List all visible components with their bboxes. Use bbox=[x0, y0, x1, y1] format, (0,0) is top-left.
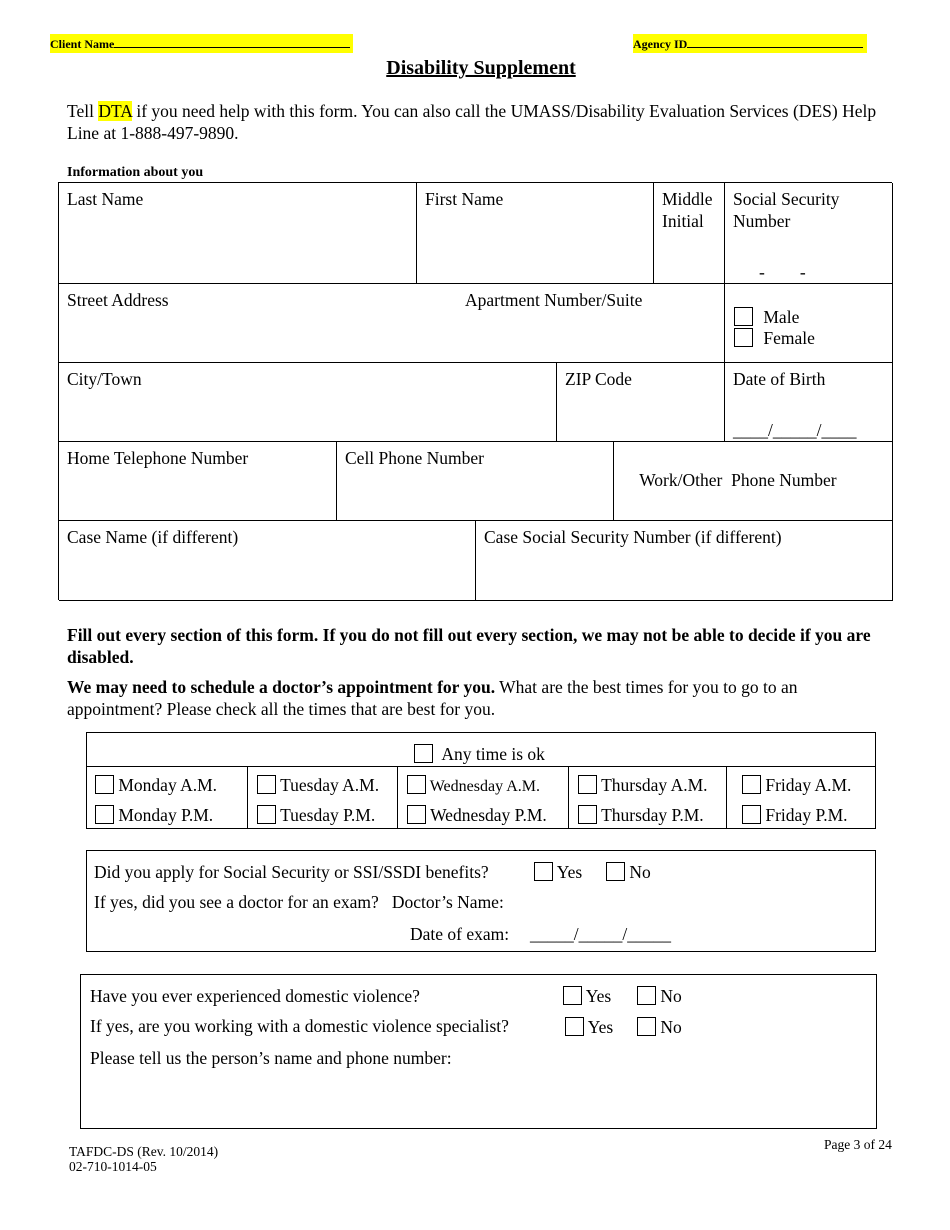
intro-pre: Tell bbox=[67, 101, 99, 121]
benefits-no-option[interactable] bbox=[606, 861, 651, 883]
availability-col-sep-3 bbox=[568, 766, 569, 829]
street-address-cell[interactable] bbox=[59, 284, 725, 363]
thursday-pm-label: Thursday P.M. bbox=[601, 805, 704, 825]
friday-am-label: Friday A.M. bbox=[765, 775, 852, 795]
zip-cell[interactable] bbox=[557, 363, 725, 442]
dv-q2-no-label: No bbox=[660, 1017, 682, 1037]
page-number: Page 3 of 24 bbox=[824, 1137, 892, 1152]
doctor-question: If yes, did you see a doctor for an exam? Doctor’s Name: bbox=[94, 892, 504, 912]
dv-q1-yes-checkbox[interactable] bbox=[563, 986, 582, 1005]
tuesday-am-label: Tuesday A.M. bbox=[280, 775, 380, 795]
appointment-rest: What are the best times for you to go to an appointment? Please check all the times that are best for you. bbox=[67, 677, 798, 719]
info-section-label: Information about you bbox=[67, 165, 204, 180]
street-address-label: Street Address bbox=[67, 290, 169, 310]
tuesday-am-option[interactable] bbox=[257, 774, 379, 796]
friday-am-checkbox[interactable] bbox=[742, 775, 761, 794]
availability-divider bbox=[87, 766, 875, 767]
any-time-option[interactable] bbox=[414, 743, 545, 765]
thursday-am-label: Thursday A.M. bbox=[601, 775, 708, 795]
wednesday-am-option[interactable] bbox=[407, 775, 540, 798]
last-name-cell[interactable] bbox=[59, 183, 417, 284]
wednesday-am-checkbox[interactable] bbox=[407, 775, 426, 794]
form-id: TAFDC-DS (Rev. 10/2014) bbox=[69, 1144, 219, 1159]
fill-out-instruction: Fill out every section of this form. If you do not fill out every section, we may not be able to decide if you are disabled. bbox=[67, 625, 871, 667]
intro-post: if you need help with this form. You can also call the UMASS/Disability Evaluation Services (DES) Help Line at 1-888-497-9890. bbox=[67, 101, 877, 143]
case-name-cell[interactable] bbox=[59, 521, 476, 601]
thursday-pm-option[interactable] bbox=[578, 804, 704, 826]
female-checkbox[interactable] bbox=[734, 328, 753, 347]
benefits-yes-option[interactable] bbox=[534, 861, 582, 883]
wednesday-am-label: Wednesday A.M. bbox=[429, 778, 540, 795]
work-phone-cell[interactable] bbox=[614, 442, 893, 521]
case-ssn-cell[interactable] bbox=[476, 521, 893, 601]
benefits-no-label: No bbox=[629, 862, 651, 882]
first-name-label: First Name bbox=[425, 189, 504, 209]
cell-phone-cell[interactable] bbox=[337, 442, 614, 521]
benefits-box bbox=[86, 850, 876, 952]
page-title: Disability Supplement bbox=[386, 57, 576, 79]
home-phone-cell[interactable] bbox=[59, 442, 337, 521]
friday-pm-label: Friday P.M. bbox=[765, 805, 848, 825]
client-name-line bbox=[114, 34, 350, 48]
thursday-am-checkbox[interactable] bbox=[578, 775, 597, 794]
monday-pm-option[interactable] bbox=[95, 804, 213, 826]
dv-q2-yes-option[interactable] bbox=[565, 1016, 613, 1038]
dta-highlight: DTA bbox=[98, 101, 132, 121]
exam-date-format[interactable]: _____/_____/_____ bbox=[530, 924, 671, 944]
dv-q1-yes-label: Yes bbox=[585, 986, 612, 1006]
dv-q1-no-checkbox[interactable] bbox=[637, 986, 656, 1005]
first-name-cell[interactable] bbox=[417, 183, 654, 284]
dv-question-3: Please tell us the person’s name and phone number: bbox=[90, 1048, 452, 1068]
agency-id-line bbox=[687, 34, 863, 48]
ssn-cell[interactable] bbox=[725, 183, 893, 284]
exam-date-label: Date of exam: bbox=[410, 924, 510, 944]
dv-q1-yes-option[interactable] bbox=[563, 985, 611, 1007]
availability-col-sep-2 bbox=[397, 766, 398, 829]
thursday-pm-checkbox[interactable] bbox=[578, 805, 597, 824]
benefits-question: Did you apply for Social Security or SSI/SSDI benefits? bbox=[94, 862, 489, 882]
any-time-label: Any time is ok bbox=[441, 744, 545, 764]
appointment-instruction bbox=[67, 676, 897, 720]
friday-am-option[interactable] bbox=[742, 774, 851, 796]
dob-cell[interactable] bbox=[725, 363, 893, 442]
client-name-field[interactable] bbox=[50, 34, 353, 53]
monday-am-checkbox[interactable] bbox=[95, 775, 114, 794]
female-label: Female bbox=[763, 328, 815, 348]
intro-text bbox=[67, 100, 887, 144]
ssn-label: Social Security Number bbox=[733, 189, 840, 231]
sex-cell bbox=[725, 284, 893, 363]
ssn-format: - - bbox=[759, 262, 806, 282]
dob-format: ____/_____/____ bbox=[733, 420, 857, 440]
tuesday-pm-option[interactable] bbox=[257, 804, 375, 826]
availability-col-sep-1 bbox=[247, 766, 248, 829]
city-cell[interactable] bbox=[59, 363, 557, 442]
client-name-label: Client Name bbox=[50, 37, 115, 51]
city-label: City/Town bbox=[67, 369, 142, 389]
male-option[interactable] bbox=[734, 306, 799, 328]
male-checkbox[interactable] bbox=[734, 307, 753, 326]
agency-id-field[interactable] bbox=[633, 34, 867, 53]
work-phone-label: Work/Other Phone Number bbox=[639, 470, 837, 490]
dv-q2-yes-label: Yes bbox=[587, 1017, 614, 1037]
dob-label: Date of Birth bbox=[733, 369, 826, 389]
friday-pm-option[interactable] bbox=[742, 804, 848, 826]
form-code: 02-710-1014-05 bbox=[69, 1159, 157, 1174]
cell-phone-label: Cell Phone Number bbox=[345, 448, 485, 468]
wednesday-pm-label: Wednesday P.M. bbox=[430, 805, 547, 825]
monday-am-option[interactable] bbox=[95, 774, 217, 796]
wednesday-pm-checkbox[interactable] bbox=[407, 805, 426, 824]
case-name-label: Case Name (if different) bbox=[67, 527, 239, 547]
benefits-yes-label: Yes bbox=[556, 862, 583, 882]
appointment-bold: We may need to schedule a doctor’s appointment for you. bbox=[67, 677, 496, 697]
middle-initial-cell[interactable] bbox=[654, 183, 725, 284]
home-phone-label: Home Telephone Number bbox=[67, 448, 249, 468]
female-option[interactable] bbox=[734, 327, 815, 349]
any-time-checkbox[interactable] bbox=[414, 744, 433, 763]
thursday-am-option[interactable] bbox=[578, 774, 708, 796]
agency-id-label: Agency ID bbox=[633, 37, 688, 51]
apartment-label: Apartment Number/Suite bbox=[465, 290, 643, 310]
benefits-no-checkbox[interactable] bbox=[606, 862, 625, 881]
availability-col-sep-4 bbox=[726, 766, 727, 829]
zip-label: ZIP Code bbox=[565, 369, 632, 389]
dv-q1-no-option[interactable] bbox=[637, 985, 682, 1007]
info-grid bbox=[58, 182, 892, 600]
tuesday-pm-label: Tuesday P.M. bbox=[280, 805, 376, 825]
middle-initial-label: Middle Initial bbox=[662, 189, 713, 231]
dv-question-1: Have you ever experienced domestic violence? bbox=[90, 986, 420, 1006]
friday-pm-checkbox[interactable] bbox=[742, 805, 761, 824]
dv-q2-no-checkbox[interactable] bbox=[637, 1017, 656, 1036]
domestic-violence-box bbox=[80, 974, 877, 1129]
dv-q2-no-option[interactable] bbox=[637, 1016, 682, 1038]
dv-question-2: If yes, are you working with a domestic violence specialist? bbox=[90, 1016, 509, 1036]
case-ssn-label: Case Social Security Number (if different) bbox=[484, 527, 782, 547]
benefits-yes-checkbox[interactable] bbox=[534, 862, 553, 881]
dv-q2-yes-checkbox[interactable] bbox=[565, 1017, 584, 1036]
tuesday-am-checkbox[interactable] bbox=[257, 775, 276, 794]
monday-pm-label: Monday P.M. bbox=[118, 805, 214, 825]
monday-pm-checkbox[interactable] bbox=[95, 805, 114, 824]
availability-box bbox=[86, 732, 876, 829]
last-name-label: Last Name bbox=[67, 189, 144, 209]
tuesday-pm-checkbox[interactable] bbox=[257, 805, 276, 824]
male-label: Male bbox=[763, 307, 800, 327]
monday-am-label: Monday A.M. bbox=[118, 775, 218, 795]
wednesday-pm-option[interactable] bbox=[407, 804, 547, 826]
dv-q1-no-label: No bbox=[660, 986, 682, 1006]
